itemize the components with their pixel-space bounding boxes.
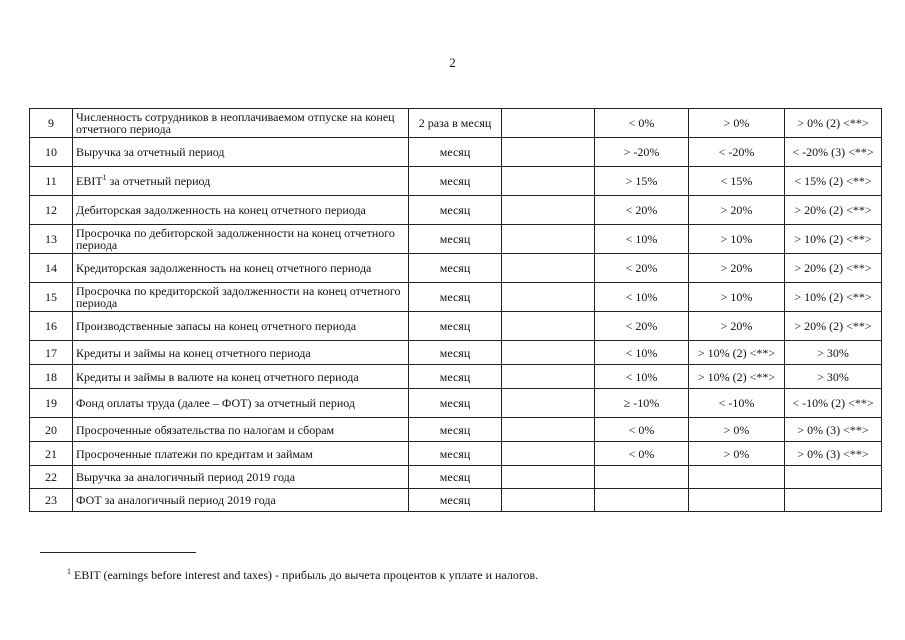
footnote [67, 568, 538, 583]
yellow-threshold-cell: > 10% (2) <**> [689, 365, 785, 389]
indicator-name-cell: Просрочка по дебиторской задолженности на конец отчетного периода [73, 225, 409, 254]
green-threshold-cell: < 20% [595, 254, 689, 283]
yellow-threshold-cell: > 0% [689, 418, 785, 442]
frequency-cell: месяц [409, 418, 502, 442]
page-number: 2 [449, 55, 456, 70]
frequency-cell: месяц [409, 341, 502, 365]
table-row [30, 466, 882, 489]
row-number-cell: 13 [30, 225, 73, 254]
indicator-name-cell: Просрочка по кредиторской задолженности на конец отчетного периода [73, 283, 409, 312]
green-threshold-cell: < 0% [595, 442, 689, 466]
green-threshold-cell: > 15% [595, 167, 689, 196]
green-threshold-cell: ≥ -10% [595, 389, 689, 418]
red-threshold-cell: > 10% (2) <**> [785, 225, 882, 254]
row-number-cell: 18 [30, 365, 73, 389]
indicator-name-cell: Просроченные обязательства по налогам и сборам [73, 418, 409, 442]
indicators-table [29, 108, 882, 512]
table-row [30, 138, 882, 167]
table-row [30, 283, 882, 312]
green-threshold-cell [595, 466, 689, 489]
blank-cell [502, 466, 595, 489]
row-number-cell: 16 [30, 312, 73, 341]
frequency-cell: месяц [409, 225, 502, 254]
indicator-name: EBIT [76, 174, 103, 188]
yellow-threshold-cell: > 20% [689, 254, 785, 283]
green-threshold-cell: < 20% [595, 196, 689, 225]
row-number-cell: 17 [30, 341, 73, 365]
blank-cell [502, 225, 595, 254]
table-row [30, 418, 882, 442]
red-threshold-cell: > 30% [785, 365, 882, 389]
blank-cell [502, 489, 595, 512]
row-number-cell: 10 [30, 138, 73, 167]
green-threshold-cell: < 0% [595, 109, 689, 138]
frequency-cell: месяц [409, 283, 502, 312]
red-threshold-cell: > 0% (3) <**> [785, 442, 882, 466]
yellow-threshold-cell: > 10% (2) <**> [689, 341, 785, 365]
row-number-cell: 23 [30, 489, 73, 512]
indicator-name-cell: Выручка за аналогичный период 2019 года [73, 466, 409, 489]
red-threshold-cell: > 20% (2) <**> [785, 196, 882, 225]
table-row [30, 109, 882, 138]
table-row [30, 225, 882, 254]
frequency-cell: месяц [409, 196, 502, 225]
row-number-cell: 21 [30, 442, 73, 466]
green-threshold-cell: < 10% [595, 225, 689, 254]
table-row [30, 196, 882, 225]
frequency-cell: месяц [409, 312, 502, 341]
table-row [30, 167, 882, 196]
indicator-name-cell: Кредиторская задолженность на конец отчетного периода [73, 254, 409, 283]
table-row [30, 254, 882, 283]
frequency-cell: месяц [409, 138, 502, 167]
row-number-cell: 20 [30, 418, 73, 442]
yellow-threshold-cell: > 0% [689, 109, 785, 138]
green-threshold-cell: < 10% [595, 341, 689, 365]
yellow-threshold-cell [689, 466, 785, 489]
table-row [30, 389, 882, 418]
frequency-cell: месяц [409, 489, 502, 512]
indicator-name-cell: Производственные запасы на конец отчетного периода [73, 312, 409, 341]
table-row [30, 489, 882, 512]
red-threshold-cell: < -20% (3) <**> [785, 138, 882, 167]
frequency-cell: 2 раза в месяц [409, 109, 502, 138]
red-threshold-cell: > 30% [785, 341, 882, 365]
blank-cell [502, 109, 595, 138]
yellow-threshold-cell: < -10% [689, 389, 785, 418]
blank-cell [502, 365, 595, 389]
table-row [30, 341, 882, 365]
indicator-name-cell: Фонд оплаты труда (далее – ФОТ) за отчетный период [73, 389, 409, 418]
row-number-cell: 11 [30, 167, 73, 196]
row-number-cell: 9 [30, 109, 73, 138]
indicator-name-cell: Численность сотрудников в неоплачиваемом отпуске на конец отчетного периода [73, 109, 409, 138]
green-threshold-cell: < 10% [595, 283, 689, 312]
blank-cell [502, 138, 595, 167]
frequency-cell: месяц [409, 442, 502, 466]
green-threshold-cell: < 0% [595, 418, 689, 442]
green-threshold-cell: < 20% [595, 312, 689, 341]
row-number-cell: 14 [30, 254, 73, 283]
red-threshold-cell: > 20% (2) <**> [785, 312, 882, 341]
red-threshold-cell: > 20% (2) <**> [785, 254, 882, 283]
footnote-marker: 1 [67, 567, 71, 576]
red-threshold-cell [785, 466, 882, 489]
row-number-cell: 19 [30, 389, 73, 418]
frequency-cell: месяц [409, 167, 502, 196]
frequency-cell: месяц [409, 365, 502, 389]
indicator-name-cell: Выручка за отчетный период [73, 138, 409, 167]
indicator-name-cell: Дебиторская задолженность на конец отчетного периода [73, 196, 409, 225]
green-threshold-cell: < 10% [595, 365, 689, 389]
table-row [30, 312, 882, 341]
indicator-name-cell: Кредиты и займы на конец отчетного периода [73, 341, 409, 365]
blank-cell [502, 389, 595, 418]
row-number-cell: 12 [30, 196, 73, 225]
green-threshold-cell: > -20% [595, 138, 689, 167]
indicator-name-suffix: за отчетный период [106, 174, 211, 188]
green-threshold-cell [595, 489, 689, 512]
yellow-threshold-cell [689, 489, 785, 512]
red-threshold-cell: < 15% (2) <**> [785, 167, 882, 196]
frequency-cell: месяц [409, 389, 502, 418]
row-number-cell: 22 [30, 466, 73, 489]
red-threshold-cell: < -10% (2) <**> [785, 389, 882, 418]
red-threshold-cell: > 0% (3) <**> [785, 418, 882, 442]
footnote-reference: 1 [102, 173, 107, 182]
yellow-threshold-cell: > 20% [689, 312, 785, 341]
row-number-cell: 15 [30, 283, 73, 312]
yellow-threshold-cell: > 10% [689, 283, 785, 312]
blank-cell [502, 283, 595, 312]
indicator-name-cell: ФОТ за аналогичный период 2019 года [73, 489, 409, 512]
frequency-cell: месяц [409, 254, 502, 283]
blank-cell [502, 196, 595, 225]
table-row [30, 365, 882, 389]
blank-cell [502, 254, 595, 283]
blank-cell [502, 167, 595, 196]
indicator-name-cell [73, 167, 409, 196]
blank-cell [502, 442, 595, 466]
red-threshold-cell: > 0% (2) <**> [785, 109, 882, 138]
yellow-threshold-cell: < 15% [689, 167, 785, 196]
yellow-threshold-cell: < -20% [689, 138, 785, 167]
frequency-cell: месяц [409, 466, 502, 489]
footnote-text: EBIT (earnings before interest and taxes) - прибыль до вычета процентов к уплате и налогов. [71, 568, 539, 582]
red-threshold-cell: > 10% (2) <**> [785, 283, 882, 312]
blank-cell [502, 418, 595, 442]
indicator-name-cell: Просроченные платежи по кредитам и займам [73, 442, 409, 466]
table-row [30, 442, 882, 466]
yellow-threshold-cell: > 20% [689, 196, 785, 225]
blank-cell [502, 312, 595, 341]
yellow-threshold-cell: > 10% [689, 225, 785, 254]
indicator-name-cell: Кредиты и займы в валюте на конец отчетного периода [73, 365, 409, 389]
yellow-threshold-cell: > 0% [689, 442, 785, 466]
footnote-separator [40, 552, 196, 553]
red-threshold-cell [785, 489, 882, 512]
blank-cell [502, 341, 595, 365]
